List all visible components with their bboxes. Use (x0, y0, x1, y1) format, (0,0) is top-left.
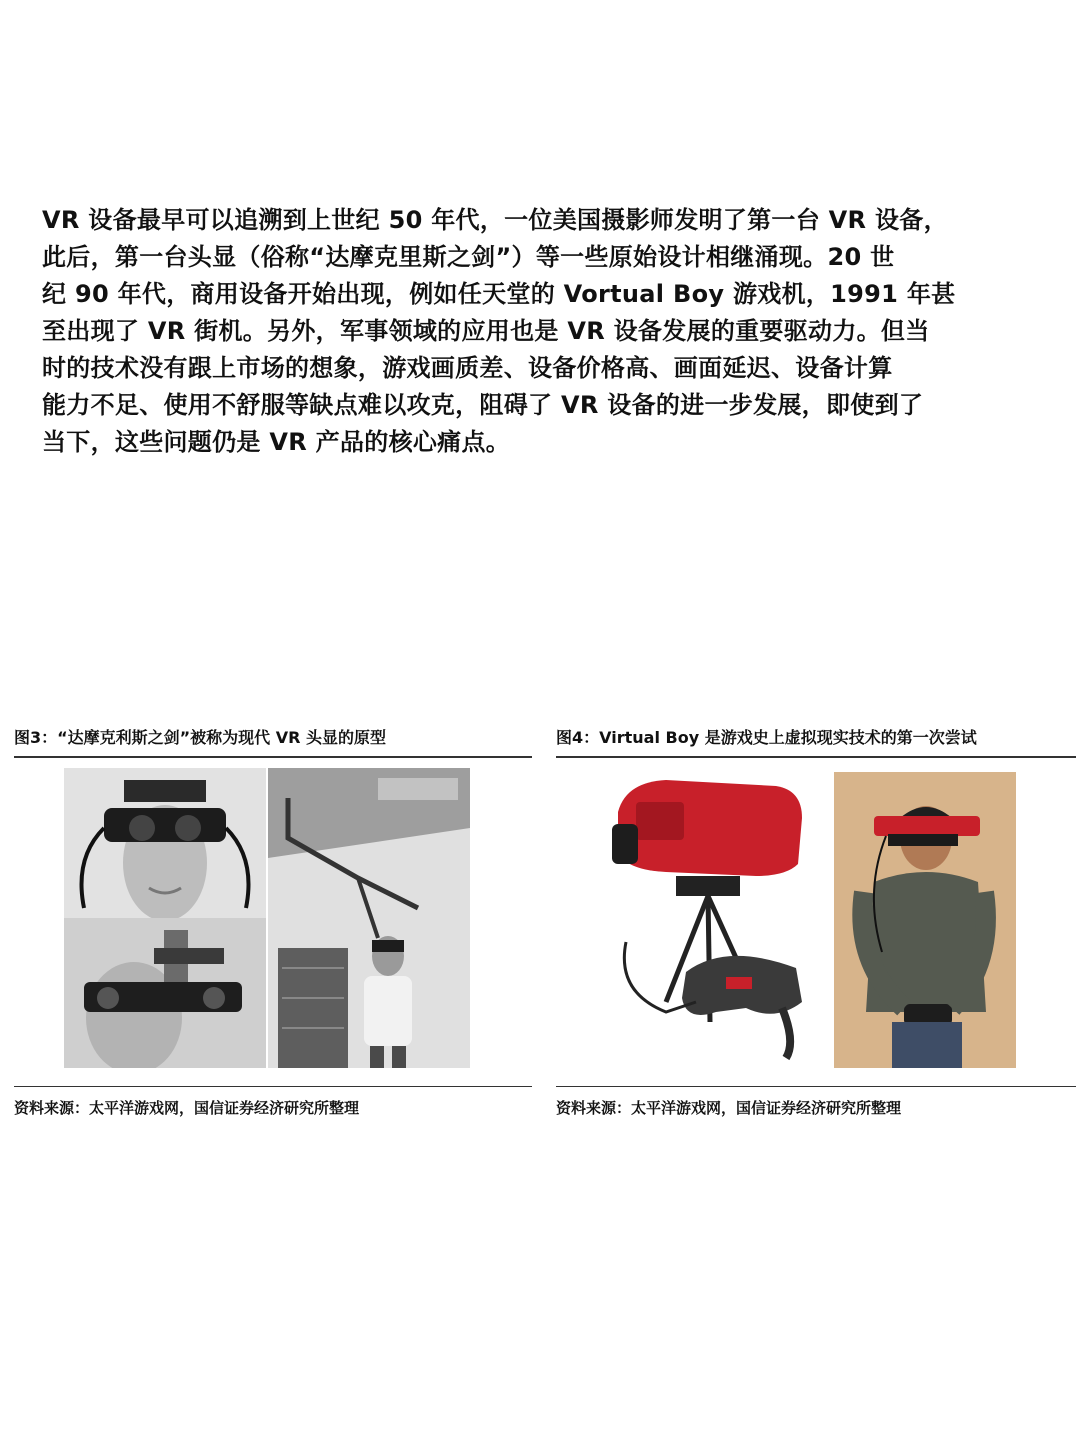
paragraph-line-5: 时的技术没有跟上市场的想象，游戏画质差、设备价格高、画面延迟、设备计算 (42, 354, 893, 382)
photo-headset-side (64, 918, 266, 1068)
photo-goggles-face (64, 768, 266, 918)
paragraph-line-4: 至出现了 VR 街机。另外，军事领域的应用也是 VR 设备发展的重要驱动力。但当 (42, 317, 930, 345)
figure-3 (14, 726, 532, 1118)
figure-3-image (14, 762, 532, 1082)
photo-virtual-boy-device (606, 772, 820, 1068)
photo-ceiling-rig (268, 768, 470, 1068)
photo-person-wearing-device (834, 772, 1016, 1068)
figure-3-caption: 图3：“达摩克利斯之剑”被称为现代 VR 头显的原型 (14, 728, 387, 747)
body-paragraph (42, 202, 1042, 461)
paragraph-line-1: VR 设备最早可以追溯到上世纪 50 年代，一位美国摄影师发明了第一台 VR 设备， (42, 206, 948, 234)
paragraph-line-6: 能力不足、使用不舒服等缺点难以攻克，阻碍了 VR 设备的进一步发展，即使到了 (42, 391, 924, 419)
figure-3-top-rule (14, 756, 532, 758)
figure-4 (556, 726, 1076, 1118)
figure-4-image (556, 762, 1076, 1082)
figure-4-caption: 图4：Virtual Boy 是游戏史上虚拟现实技术的第一次尝试 (556, 728, 977, 747)
paragraph-line-3: 纪 90 年代，商用设备开始出现，例如任天堂的 Vortual Boy 游戏机，1991 年甚 (42, 280, 956, 308)
figure-4-top-rule (556, 756, 1076, 758)
paragraph-line-7: 当下，这些问题仍是 VR 产品的核心痛点。 (42, 428, 511, 456)
figure-3-source: 资料来源：太平洋游戏网，国信证券经济研究所整理 (14, 1086, 532, 1118)
figure-4-source: 资料来源：太平洋游戏网，国信证券经济研究所整理 (556, 1086, 1076, 1118)
paragraph-line-2: 此后，第一台头显（俗称“达摩克里斯之剑”）等一些原始设计相继涌现。20 世 (42, 243, 895, 271)
